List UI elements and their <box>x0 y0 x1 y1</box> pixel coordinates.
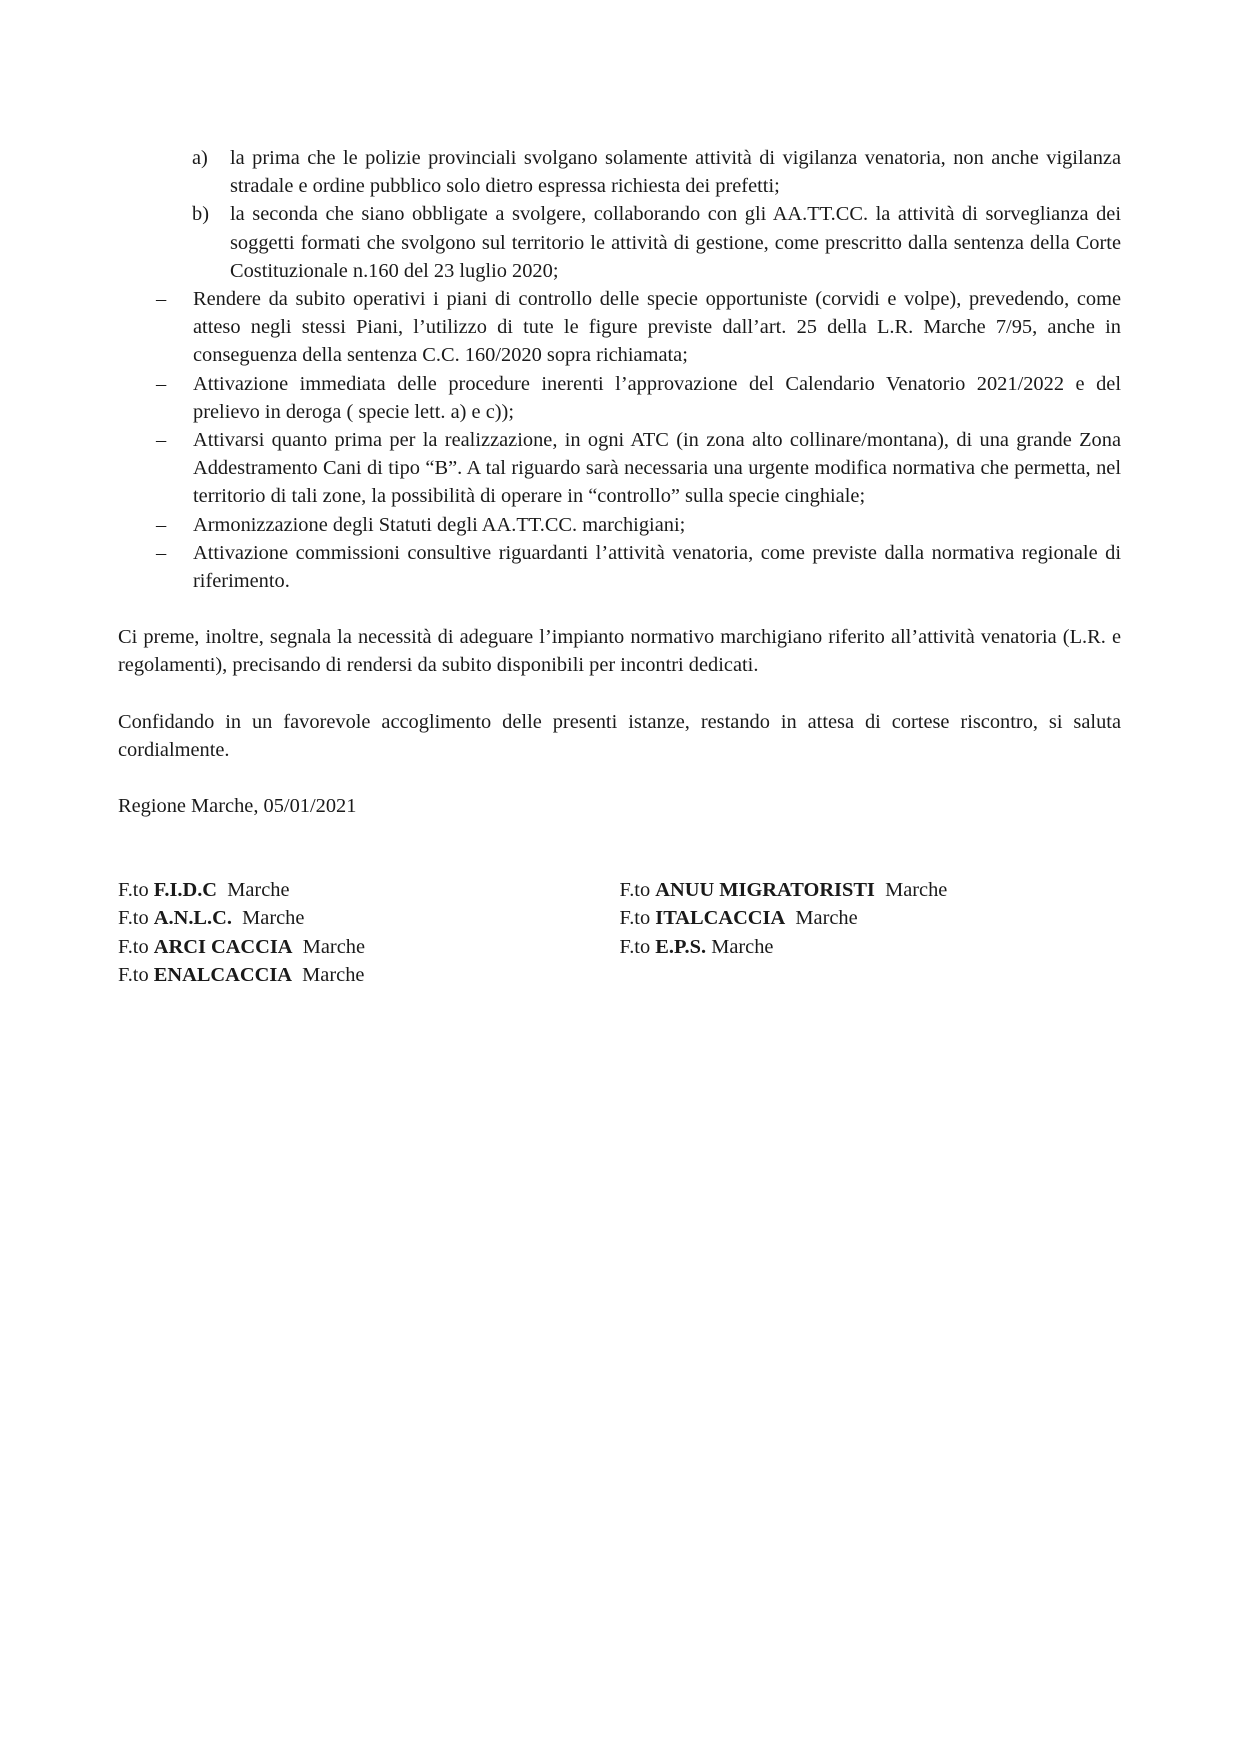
dash-list-item <box>118 426 1121 511</box>
dash-list-item <box>118 285 1121 370</box>
signature-prefix: F.to <box>619 935 656 958</box>
signature-prefix: F.to <box>118 963 154 986</box>
signature-name: ENALCACCIA <box>153 963 292 986</box>
signature-suffix: Marche <box>785 907 858 930</box>
sub-item-text: la prima che le polizie provinciali svolgano solamente attività di vigilanza venatoria, non anche vigilanza stradale e ordine pubblico solo dietro espressa richiesta dei prefetti; <box>230 147 1121 198</box>
dash-item-text: Armonizzazione degli Statuti degli AA.TT.CC. marchigiani; <box>193 513 686 536</box>
signature-name: A.N.L.C. <box>153 907 232 930</box>
dash-marker: – <box>156 372 167 395</box>
dash-marker: – <box>156 288 167 311</box>
dash-item-text: Attivazione immediata delle procedure inerenti l’approvazione del Calendario Venatorio 2021/2022 e del prelievo in deroga ( specie lett. a) e c)); <box>193 372 1121 423</box>
signature-line <box>118 876 620 904</box>
signature-line <box>620 876 1122 904</box>
paragraph-request: Ci preme, inoltre, segnala la necessità di adeguare l’impianto normativo marchigiano riferito all’attività venatoria (L.R. e regolamenti), precisando di rendersi da subito disponibili per incontri dedicati. <box>118 626 1121 677</box>
signature-prefix: F.to <box>118 907 154 930</box>
signature-name: ANUU MIGRATORISTI <box>655 879 875 902</box>
dash-list <box>118 285 1121 595</box>
dash-list-item <box>118 511 1121 539</box>
signature-name: ITALCACCIA <box>655 907 786 930</box>
sub-list-item <box>118 200 1121 285</box>
signature-line <box>620 904 1122 932</box>
signature-prefix: F.to <box>619 907 656 930</box>
signature-prefix: F.to <box>118 935 154 958</box>
signature-suffix: Marche <box>231 907 305 930</box>
signature-suffix: Marche <box>292 935 366 958</box>
dash-item-text: Attivarsi quanto prima per la realizzazione, in ogni ATC (in zona alto collinare/montana), di una grande Zona Addestramento Cani di tipo “B”. A tal riguardo sarà necessaria una urgente modifica normativa che permetta, nel territorio di tali zone, la possibilità di operare in “controllo” sulla specie cinghiale; <box>193 429 1121 508</box>
dash-item-text: Attivazione commissioni consultive riguardanti l’attività venatoria, come previste dalla normativa regionale di riferimento. <box>193 541 1121 593</box>
signature-line <box>118 961 620 989</box>
signature-name: E.P.S. <box>655 935 707 958</box>
signature-suffix: Marche <box>706 935 774 958</box>
document-page <box>118 144 1121 989</box>
sub-item-text: la seconda che siano obbligate a svolgere, collaborando con gli AA.TT.CC. la attività di sorveglianza dei soggetti formati che svolgono sul territorio le attività di gestione, come prescritto dalla sentenza della Corte Costituzionale n.160 del 23 luglio 2020; <box>230 203 1121 282</box>
signature-line <box>620 933 1122 961</box>
signature-name: ARCI CACCIA <box>153 935 293 958</box>
dash-marker: – <box>156 541 167 564</box>
signature-block <box>118 876 1121 989</box>
dash-list-item <box>118 539 1121 595</box>
signature-suffix: Marche <box>217 879 290 902</box>
paragraph-gap <box>118 595 1121 623</box>
signature-suffix: Marche <box>291 963 365 986</box>
paragraph-gap <box>118 680 1121 708</box>
sub-list-item <box>118 144 1121 200</box>
dash-marker: – <box>156 513 167 536</box>
signature-prefix: F.to <box>118 879 154 902</box>
signature-column-left <box>118 876 620 989</box>
dash-item-text: Rendere da subito operativi i piani di controllo delle specie opportuniste (corvidi e volpe), prevedendo, come atteso negli stessi Piani, l’utilizzo di tute le figure previste dall’art. 25 della L.R. Marche 7/95, anche in conseguenza della sentenza C.C. 160/2020 sopra richiamata; <box>193 288 1121 367</box>
sub-list <box>118 144 1121 285</box>
place-date: Regione Marche, 05/01/2021 <box>118 795 357 818</box>
dash-list-item <box>118 370 1121 426</box>
signature-suffix: Marche <box>874 879 948 902</box>
signature-line <box>118 904 620 932</box>
signature-name: F.I.D.C <box>153 879 218 902</box>
sub-item-marker: b) <box>192 203 209 226</box>
signature-column-right <box>620 876 1122 989</box>
signature-prefix: F.to <box>619 879 656 902</box>
paragraph-closing: Confidando in un favorevole accoglimento delle presenti istanze, restando in attesa di cortese riscontro, si saluta cordialmente. <box>118 710 1121 761</box>
signature-line <box>118 933 620 961</box>
sub-item-marker: a) <box>192 147 208 169</box>
paragraph-gap <box>118 764 1121 792</box>
dash-marker: – <box>156 429 167 452</box>
